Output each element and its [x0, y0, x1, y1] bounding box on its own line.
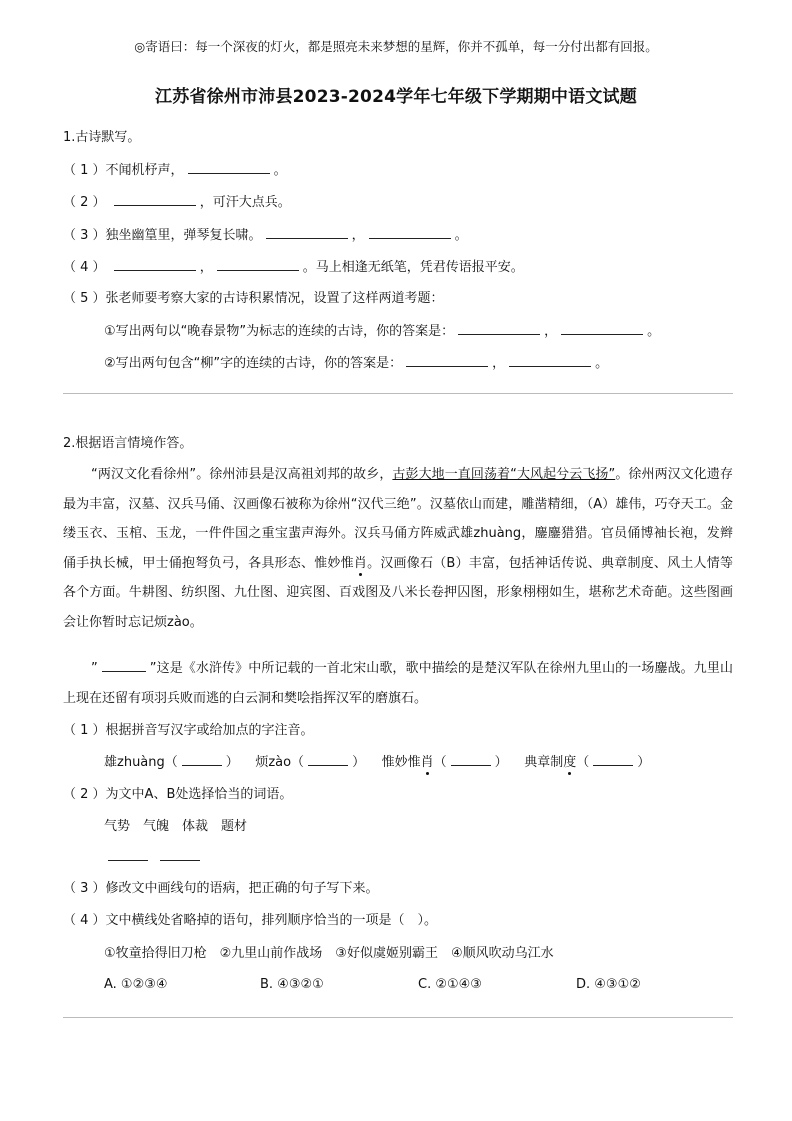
sub-sep: ，	[544, 324, 558, 339]
answer-blank-a[interactable]	[108, 848, 148, 861]
option-c[interactable]: C. ②①④③	[418, 977, 482, 992]
section-divider	[63, 393, 733, 394]
option-d[interactable]: D. ④③①②	[576, 977, 641, 992]
phrase-list: ①牧童拾得旧刀枪 ②九里山前作战场 ③好似虞姬别霸王 ④顺风吹动乌江水	[104, 946, 554, 961]
dotted-char: 度	[563, 755, 577, 770]
answer-blank[interactable]	[308, 753, 348, 766]
item-sep: ，	[199, 260, 213, 275]
sub-sep: ，	[492, 356, 506, 371]
sub-end: 。	[647, 324, 661, 339]
item-end: 。	[273, 163, 287, 178]
passage-text: ”这是《水浒传》中所记载的一首北宋山歌，歌中描绘的是楚汉军队在徐州九里山的一场鏖战。九里山上现在还留有项羽兵败而逃的白云洞和樊哙指挥汉军的磨旗石。	[63, 661, 733, 706]
sub-text: ①写出两句以“晚春景物”为标志的连续的古诗，你的答案是：	[104, 324, 455, 339]
q2-sub-3	[63, 880, 379, 898]
q1-item-3	[63, 226, 468, 245]
page-header-motto: ◎寄语曰：每一个深夜的灯火，都是照亮未来梦想的星辉，你并不孤单，每一分付出都有回报。	[134, 39, 658, 54]
underlined-sentence: 古彭大地一直回荡着“大风起兮云飞扬”	[392, 467, 616, 482]
char-prompt: 典章制	[524, 755, 564, 770]
item-label: （ 3 ）	[63, 881, 106, 896]
answer-blank[interactable]	[114, 258, 196, 271]
close-paren: ）	[494, 755, 508, 770]
char-prompt: 惟妙惟	[381, 755, 421, 770]
item-label: （ 4 ）	[63, 913, 106, 928]
omitted-blank[interactable]	[102, 659, 146, 672]
close-paren: ）	[352, 755, 366, 770]
q1-item-2	[63, 193, 291, 212]
answer-blank[interactable]	[217, 258, 299, 271]
item-label: （ 2 ）	[63, 195, 106, 210]
answer-blank[interactable]	[458, 322, 540, 335]
q1-heading: 1.古诗默写。	[63, 130, 141, 145]
quote-open: ”	[91, 661, 98, 676]
answer-blank[interactable]	[406, 354, 488, 367]
q2-pinyin-row	[104, 753, 650, 772]
q1-item-1	[63, 161, 287, 180]
q1-sub-2	[104, 354, 608, 373]
item-text: 不闻机杼声，	[105, 163, 184, 178]
answer-blank[interactable]	[114, 193, 196, 206]
item-sep: ，	[351, 228, 365, 243]
item-end: 。	[454, 228, 468, 243]
sub-end: 。	[595, 356, 609, 371]
dotted-char: 肖	[353, 555, 368, 571]
answer-blank-b[interactable]	[160, 848, 200, 861]
dotted-char: 肖	[420, 755, 434, 770]
answer-blank[interactable]	[188, 161, 270, 174]
answer-blank[interactable]	[509, 354, 591, 367]
passage-text: 。徐州两汉文化遗存最为丰富，汉墓、汉兵马俑、汉画像石被称为徐州“汉代三绝”。汉墓依山而建，雕凿精细，（A）雄伟，巧夺天工。金缕玉衣、玉棺、玉龙，一件件国之重宝蜚声海外。汉兵马俑方阵威武雄zhuàng，鏖鏖猎猎。官员俑博袖长袍，发辫俑手执长械，甲士俑抱弩负弓，各具形态、惟妙惟	[63, 467, 733, 571]
item-label: （ 1 ）	[63, 723, 106, 738]
open-paren: （	[433, 755, 447, 770]
answer-blank[interactable]	[182, 753, 222, 766]
word-choices: 气势 气魄 体裁 题材	[104, 819, 248, 834]
item-text: 。马上相逢无纸笔，凭君传语报平安。	[302, 260, 524, 275]
q1-sub-1	[104, 322, 660, 341]
item-label: （ 3 ）	[63, 228, 106, 243]
q1-item-4	[63, 258, 524, 277]
close-paren: ）	[225, 755, 239, 770]
answer-blank[interactable]	[266, 226, 348, 239]
q2-sub-1	[63, 722, 314, 740]
answer-blank[interactable]	[593, 753, 633, 766]
pinyin-prompt: 烦zào（	[255, 755, 305, 770]
item-text: 为文中A、B处选择恰当的词语。	[105, 787, 293, 802]
item-text: 修改文中画线句的语病，把正确的句子写下来。	[105, 881, 379, 896]
item-text: 文中横线处省略掉的语句，排列顺序恰当的一项是（ ）。	[105, 913, 438, 928]
answer-blank[interactable]	[561, 322, 643, 335]
q2-sub-2	[63, 786, 292, 804]
item-label: （ 4 ）	[63, 260, 106, 275]
answer-blank[interactable]	[369, 226, 451, 239]
item-text: ，可汗大点兵。	[199, 195, 291, 210]
sub-text: ②写出两句包含“柳”字的连续的古诗，你的答案是：	[104, 356, 403, 371]
section-divider	[63, 1017, 733, 1018]
passage-text: “两汉文化看徐州”。徐州沛县是汉高祖刘邦的故乡，	[91, 467, 393, 482]
option-b[interactable]: B. ④③②①	[260, 977, 324, 992]
q2-sub-2-blanks	[104, 848, 204, 867]
answer-blank[interactable]	[451, 753, 491, 766]
item-label: （ 2 ）	[63, 787, 106, 802]
item-label: （ 5 ）	[63, 291, 106, 306]
q2-passage-2	[63, 654, 733, 713]
item-text: 独坐幽篁里，弹琴复长啸。	[105, 228, 262, 243]
item-text: 张老师要考察大家的古诗积累情况，设置了这样两道考题：	[105, 291, 444, 306]
close-paren: ）	[637, 755, 651, 770]
page-title: 江苏省徐州市沛县2023-2024学年七年级下学期期中语文试题	[155, 87, 637, 107]
option-a[interactable]: A. ①②③④	[104, 977, 168, 992]
q2-passage-1	[63, 460, 733, 637]
q1-item-5	[63, 290, 444, 308]
passage-text: 。汉画像石（B）丰富，包括神话传说、典章制度、风土人情等各个方面。牛耕图、纺织图、九仕图、迎宾图、百戏图及八米长卷押囚图，形象栩栩如生，堪称艺术奇葩。这些图画会让你暂时忘记烦zào。	[63, 555, 733, 630]
q2-heading: 2.根据语言情境作答。	[63, 436, 193, 451]
item-label: （ 1 ）	[63, 163, 106, 178]
open-paren: （	[576, 755, 590, 770]
pinyin-prompt: 雄zhuàng（	[104, 755, 178, 770]
q2-sub-4	[63, 912, 437, 930]
item-text: 根据拼音写汉字或给加点的字注音。	[105, 723, 314, 738]
